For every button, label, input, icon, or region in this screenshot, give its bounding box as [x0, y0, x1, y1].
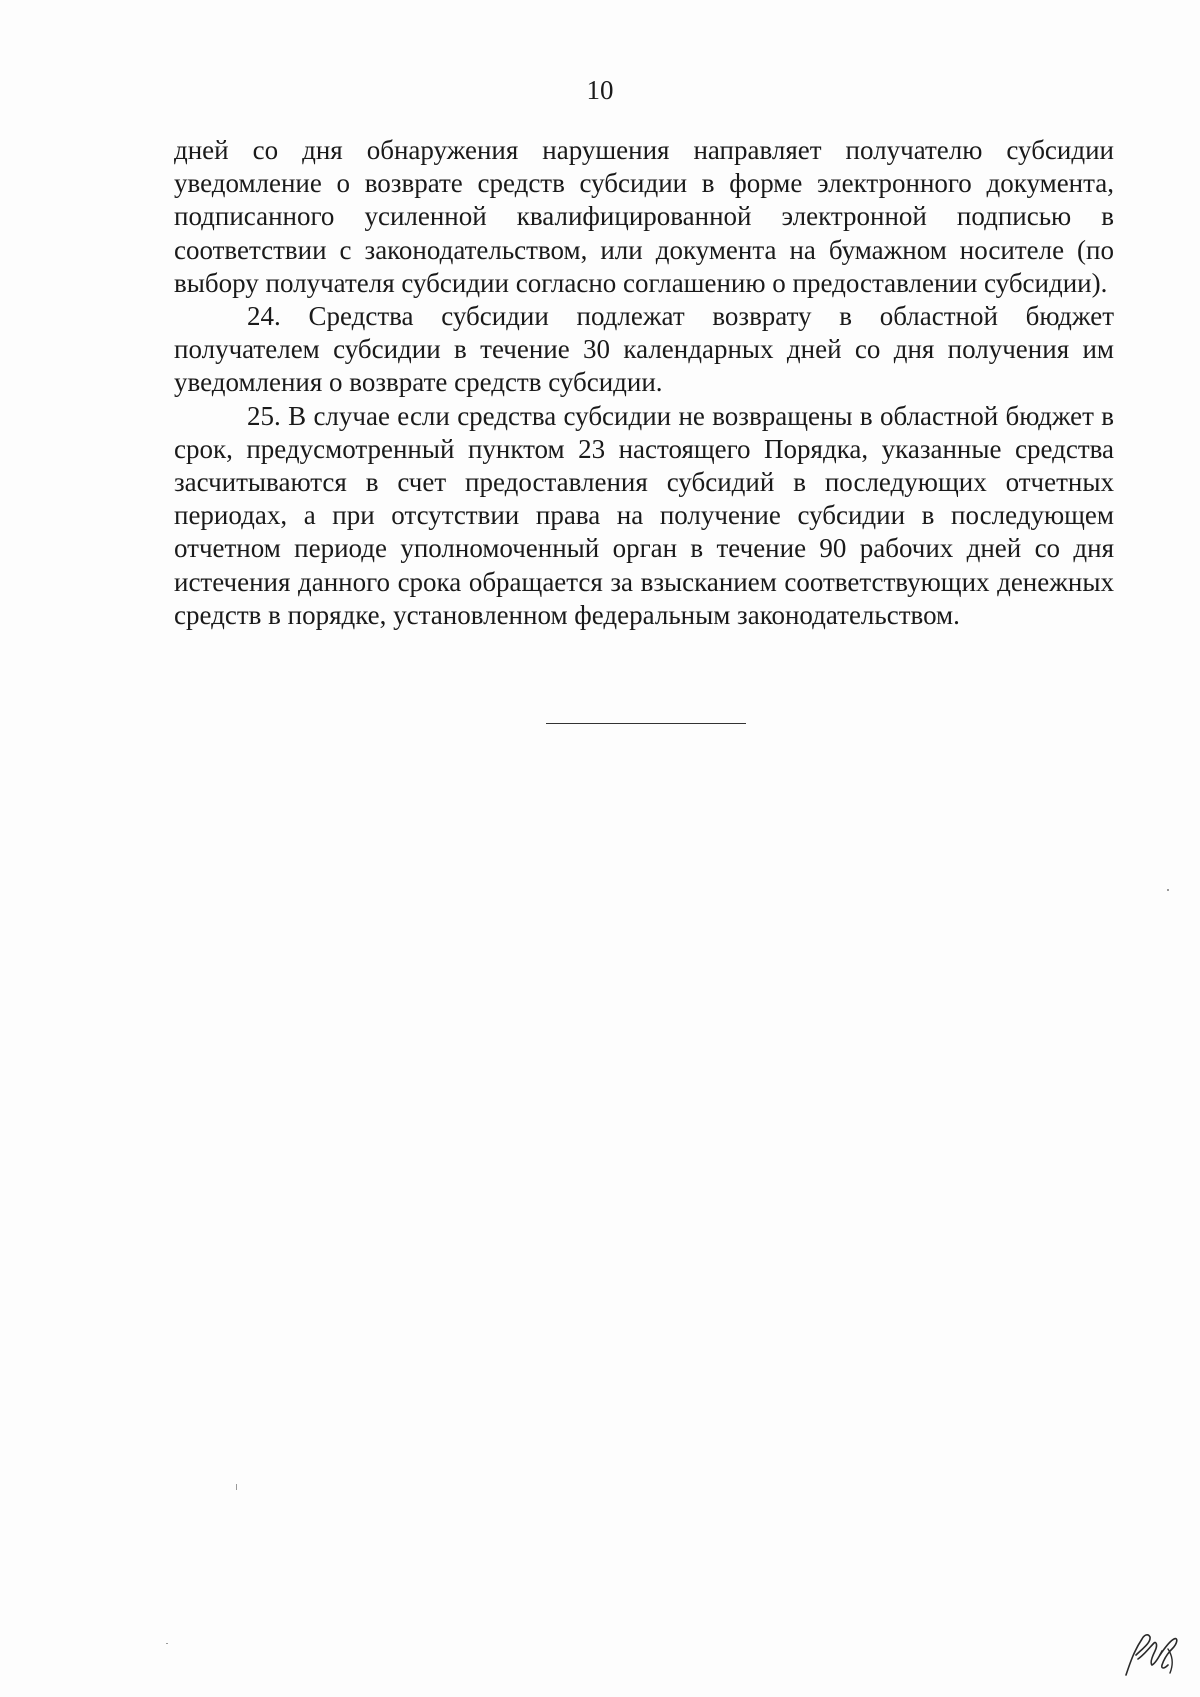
page-number: 10: [586, 75, 614, 105]
scan-speck: [166, 1643, 168, 1644]
paragraph-continuation: дней со дня обнаружения нарушения направляет получателю субсидии уведомление о возврате средств субсидии в форме электронного документа, подписанного усиленной квалифицированной электронной подписью в соответствии с законодательством, или документа на бумажном носителе (по выбору получателя субсидии согласно соглашению о предоставлении субсидии).: [174, 135, 1114, 298]
end-of-text-rule: [546, 723, 746, 724]
document-body: [174, 134, 1114, 632]
paragraph-item-24: 24. Средства субсидии подлежат возврату в областной бюджет получателем субсидии в течение 30 календарных дней со дня получения им уведомления о возврате средств субсидии.: [174, 301, 1114, 398]
scan-speck: [236, 1484, 237, 1490]
scan-speck: [1167, 889, 1169, 891]
paragraph-item-25: 25. В случае если средства субсидии не возвращены в областной бюджет в срок, предусмотренный пунктом 23 настоящего Порядка, указанные средства засчитываются в счет предоставления субсидий в последующих отчетных периодах, а при отсутствии права на получение субсидии в последующем отчетном периоде уполномоченный орган в течение 90 рабочих дней со дня истечения данного срока обращается за взысканием соответствующих денежных средств в порядке, установленном федеральным законодательством.: [174, 400, 1114, 630]
handwritten-initials-signature: [1120, 1625, 1182, 1679]
